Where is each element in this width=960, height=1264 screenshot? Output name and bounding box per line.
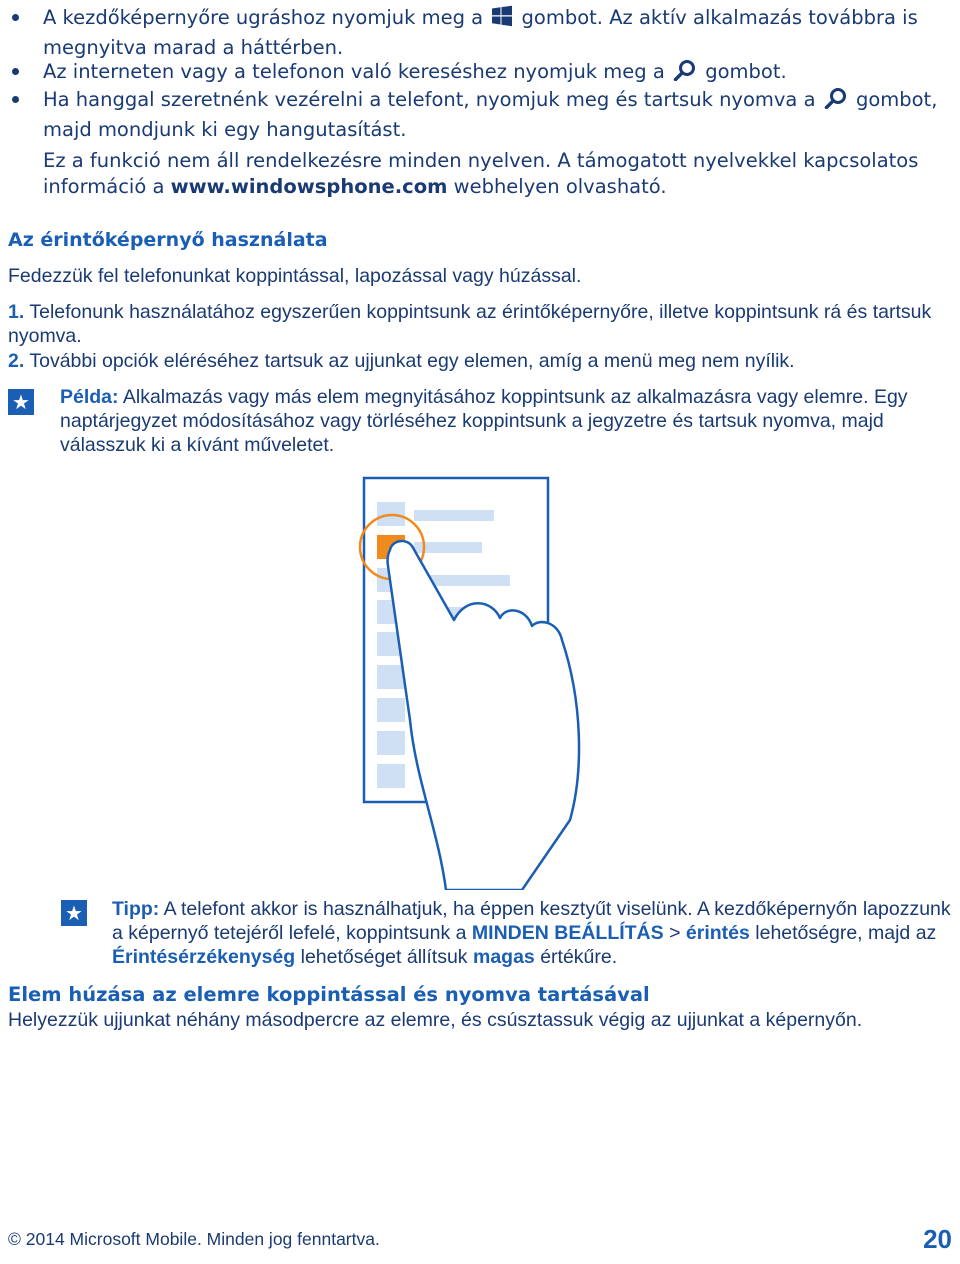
page-number: 20 bbox=[923, 1224, 952, 1254]
windowsphone-link[interactable]: www.windowsphone.com bbox=[170, 175, 448, 198]
tip-text: A telefont akkor is használhatjuk, ha éppen kesztyűt viselünk. A kezdőképernyőn lapozzunk a képernyő tetejéről lefelé, koppintsunk a bbox=[112, 898, 951, 944]
search-icon bbox=[673, 59, 697, 88]
step-number: 1. bbox=[8, 301, 25, 323]
setting-name: magas bbox=[472, 946, 535, 968]
setting-name: MINDEN BEÁLLÍTÁS bbox=[471, 922, 664, 944]
example-label: Példa: bbox=[60, 386, 119, 408]
bullet-text: A kezdőképernyőre ugráshoz nyomjuk meg a bbox=[43, 6, 484, 29]
step-text: Telefonunk használatához egyszerűen koppintsunk az érintőképernyőre, illetve koppintsunk rá és tartsuk nyomva. bbox=[8, 301, 932, 347]
bullet-text: Az interneten vagy a telefonon való kereséshez nyomjuk meg a bbox=[43, 60, 665, 83]
bullet-text: gombot. bbox=[705, 60, 787, 83]
note-text: webhelyen olvasható. bbox=[453, 175, 667, 198]
section-intro: Fedezzük fel telefonunkat koppintással, lapozással vagy húzással. bbox=[8, 265, 582, 287]
step-2 bbox=[8, 349, 948, 374]
tip-text: lehetőségre, majd az bbox=[755, 922, 937, 944]
bullet-text: gombot. Az aktív alkalmazás továbbra is megnyitva marad a háttérben. bbox=[43, 6, 918, 59]
star-icon: ★ bbox=[8, 389, 34, 415]
section-heading: Elem húzása az elemre koppintással és nyomva tartásával bbox=[8, 983, 650, 1006]
bullet-text: Ha hanggal szeretnénk vezérelni a telefont, nyomjuk meg és tartsuk nyomva a bbox=[43, 88, 816, 111]
copyright-footer: © 2014 Microsoft Mobile. Minden jog fenntartva. bbox=[8, 1229, 380, 1249]
example-text: Alkalmazás vagy más elem megnyitásához koppintsunk az alkalmazásra vagy elemre. Egy naptárjegyzet módosításához vagy törléséhez koppintsunk a jegyzetre és tartsuk nyomva, majd válasszuk ki a kívánt műveletet. bbox=[60, 386, 908, 456]
bullet-item bbox=[10, 58, 950, 88]
tip-note bbox=[112, 897, 952, 969]
tip-label: Tipp: bbox=[112, 898, 160, 920]
setting-name: Érintésérzékenység bbox=[112, 946, 296, 968]
bullet-dot bbox=[12, 68, 19, 75]
section-heading: Az érintőképernyő használata bbox=[8, 229, 328, 251]
tip-text: lehetőséget állítsuk bbox=[300, 946, 468, 968]
star-icon: ★ bbox=[61, 900, 87, 926]
tip-text: > bbox=[669, 922, 681, 944]
step-text: További opciók eléréséhez tartsuk az ujjunkat egy elemen, amíg a menü meg nem nyílik. bbox=[29, 350, 795, 372]
bullet-item bbox=[10, 86, 960, 143]
search-icon bbox=[824, 87, 848, 116]
language-note bbox=[43, 148, 943, 200]
example-note bbox=[60, 385, 960, 457]
section-text: Helyezzük ujjunkat néhány másodpercre az elemre, és csúsztassuk végig az ujjunkat a képernyőn. bbox=[8, 1009, 863, 1031]
step-1 bbox=[8, 300, 958, 348]
tip-text: értékűre. bbox=[540, 946, 618, 968]
touch-illustration bbox=[350, 470, 610, 890]
setting-name: érintés bbox=[685, 922, 750, 944]
note-text: Ez a funkció nem áll rendelkezésre minden nyelven. A támogatott nyelvekkel kapcsolatos információ a bbox=[43, 149, 919, 198]
bullet-dot bbox=[12, 14, 19, 21]
windows-logo-icon bbox=[491, 5, 513, 34]
bullet-dot bbox=[12, 96, 19, 103]
bullet-text: gombot, majd mondjunk ki egy hangutasítást. bbox=[43, 88, 938, 141]
bullet-item bbox=[10, 4, 950, 61]
step-number: 2. bbox=[8, 350, 25, 372]
